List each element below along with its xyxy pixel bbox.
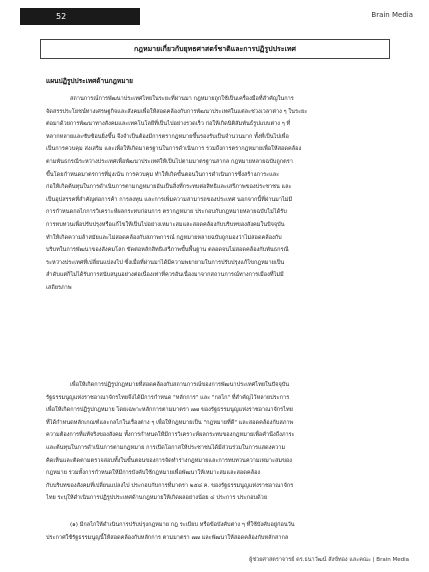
paragraph-line: ระหว่างประเทศที่เปลี่ยนแปลงไป ซึ่งเมื่อที่ผ่านมาได้มีความพยายามในการปรับปรุงแก้ไขกฎหมายเป็น: [46, 259, 285, 266]
paragraph-line: เป็นการควบคุม ส่งเสริม และเพื่อให้เกิดมาตรฐานในการดำเนินการ รวมถึงการตรากฎหมายเพื่อให้สอดคล้อง: [46, 146, 302, 153]
paragraph-line: ความต้องการที่แท้จริงของสังคม ทั้งการกำหนดให้มีการวิเคราะห์ผลกระทบของกฎหมายเพื่อคำนึงถึงภาระ: [46, 432, 295, 439]
paragraph-line: ขึ้นโดยกำหนดมาตรการที่มุ่งเน้น การควบคุม ทำให้เกิดขั้นตอนในการดำเนินการซึ่งสร้างภาระและ: [46, 171, 280, 178]
paragraph-line: บริบทในการพัฒนาของสังคมโลก ขัดต่อหลักสิทธิเสรีภาพขั้นพื้นฐาน ตลอดจนไม่สอดคล้องกับพันธกรณี: [46, 247, 289, 254]
paragraph-line: การทบทวนเพื่อปรับปรุงหรือแก้ไขให้เป็นไปอย่างเหมาะสมและสอดคล้องกับบริบทของสังคมในปัจจุบัน: [46, 221, 285, 228]
paragraph-line: กับบริบทของสังคมที่เปลี่ยนแปลงไป ประกอบกับการที่มาตรา ๒๕๘ ค. ของรัฐธรรมนูญแห่งราชอาณาจักร: [46, 482, 294, 489]
paragraph-line: หลากหลายและซับซ้อนยิ่งขึ้น จึงจำเป็นต้องมีการตรากฎหมายขึ้นรองรับเป็นจำนวนมาก ทั้งที่เป็นไปเพื่อ: [46, 133, 289, 140]
paragraph-1: [46, 93, 386, 343]
chapter-title: กฎหมายเกี่ยวกับยุทธศาสตร์ชาติและการปฏิรูปประเทศ: [40, 39, 390, 59]
paragraph-line: เพื่อให้เกิดการปฏิรูปกฎหมายที่สอดคล้องกับสถานการณ์ของการพัฒนาประเทศไทยในปัจจุบัน: [70, 382, 290, 388]
page-number: 52: [56, 12, 67, 21]
paragraph-line: การกำหนดกลไกการวิเคราะห์ผลกระทบก่อนการ ตรากฎหมาย ประกอบกับกฎหมายหลายฉบับไม่ได้รับ: [46, 209, 287, 216]
paragraph-line: เสถียรภาพ: [46, 284, 72, 291]
paragraph-line: จัดสรรประโยชน์ทางเศรษฐกิจและสังคมเพื่อให้สอดคล้องกับการพัฒนาประเทศในแต่ละช่วงเวลาต่าง ๆ ในระยะ: [46, 108, 308, 115]
section-heading: แผนปฏิรูปประเทศด้านกฎหมาย: [46, 77, 133, 85]
page-number-box: [20, 8, 140, 25]
paragraph-line: ตามพันธกรณีระหว่างประเทศเพื่อพัฒนาประเทศให้เป็นไปตามมาตรฐานสากล กฎหมายหลายฉบับถูกตรา: [46, 158, 293, 165]
paragraph-line: ต่อมาด้วยการพัฒนาทางสังคมและเทคโนโลยีที่เป็นไปอย่างรวดเร็ว ก่อให้เกิดนิติสัมพันธ์รูปแบบต่าง ๆ ที่: [46, 121, 291, 128]
paragraph-line: ลำดับแต่ก็ไม่ได้รับการสนับสนุนอย่างต่อเนื่องเท่าที่ควรอันเนื่องมาจากสถานการณ์ทางการเมืองที่ไม่มี: [46, 272, 284, 279]
paragraph-line: กฎหมาย รวมทั้งการกำหนดให้มีการบังคับใช้กฎหมายเพื่อพัฒนาให้เหมาะสมและสอดคล้อง: [46, 470, 261, 477]
paragraph-line: รัฐธรรมนูญแห่งราชอาณาจักรไทยจึงได้มีการกำหนด "หลักการ" และ "กลไก" ที่สำคัญไว้หลายประการ: [46, 394, 290, 401]
paragraph-line: ประกาศใช้รัฐธรรมนูญนี้ให้สอดคล้องกับหลักการ ตามมาตรา ๗๗ และพัฒนาให้สอดคล้องกับหลักสากล: [46, 534, 289, 541]
footer-credit: ผู้ช่วยศาสตราจารย์ ดร.ธนาวัฒน์ สังข์ทอง และคณะ | Brain Media: [249, 557, 409, 563]
paragraph-line: เพื่อให้เกิดการปฏิรูปกฎหมาย โดยเฉพาะหลักการตามมาตรา ๗๗ ของรัฐธรรมนูญแห่งราชอาณาจักรไทย: [46, 407, 293, 414]
paragraph-line: ก่อให้เกิดต้นทุนในการดำเนินการตามกฎหมายอันเป็นสิ่งที่กระทบต่อสิทธิและเสรีภาพของประชาชน และ: [46, 184, 292, 191]
paragraph-line: เป็นอุปสรรคที่สำคัญต่อการค้า การลงทุน และการเพิ่มความสามารถของประเทศ นอกจากนี้ที่ผ่านมาไม่มี: [46, 196, 293, 203]
paragraph-line: ที่ได้กำหนดหลักเกณฑ์และกลไกในเรื่องต่าง ๆ เพื่อให้กฎหมายเป็น "กฎหมายที่ดี" และสอดคล้องกับสภาพ: [46, 419, 294, 426]
paragraph-line: ไทย ระบุให้ดำเนินการปฏิรูปประเทศด้านกฎหมายให้เกิดผลอย่างน้อย ๔ ประการ ประกอบด้วย: [46, 495, 268, 502]
paragraph-line: สถานการณ์การพัฒนาประเทศไทยในระยะที่ผ่านมา กฎหมายถูกใช้เป็นเครื่องมือที่สำคัญในการ: [70, 96, 294, 102]
publisher-name: Brain Media: [371, 11, 413, 19]
paragraph-line: (๑) มีกลไกให้ดำเนินการปรับปรุงกฎหมาย กฎ ระเบียบ หรือข้อบังคับต่าง ๆ ที่ใช้บังคับอยู่ก่อนวัน: [70, 522, 295, 528]
paragraph-line: คิดเห็นและติดตามตรวจสอบทั้งในขั้นตอนของการจัดทำร่างกฎหมายและการทบทวนความเหมาะสมของ: [46, 457, 292, 464]
paragraph-2: [46, 379, 386, 517]
paragraph-line: และต้นทุนในการดำเนินการตามกฎหมาย การเปิดโอกาสให้ประชาชนได้มีส่วนร่วมในการแสดงความ: [46, 444, 286, 451]
paragraph-line: ทำให้เกิดความล้าสมัยและไม่สอดคล้องกับสภาพการณ์ กฎหมายหลายฉบับถูกมองว่าไม่สอดคล้องกับ: [46, 234, 282, 241]
paragraph-3: [46, 519, 386, 545]
